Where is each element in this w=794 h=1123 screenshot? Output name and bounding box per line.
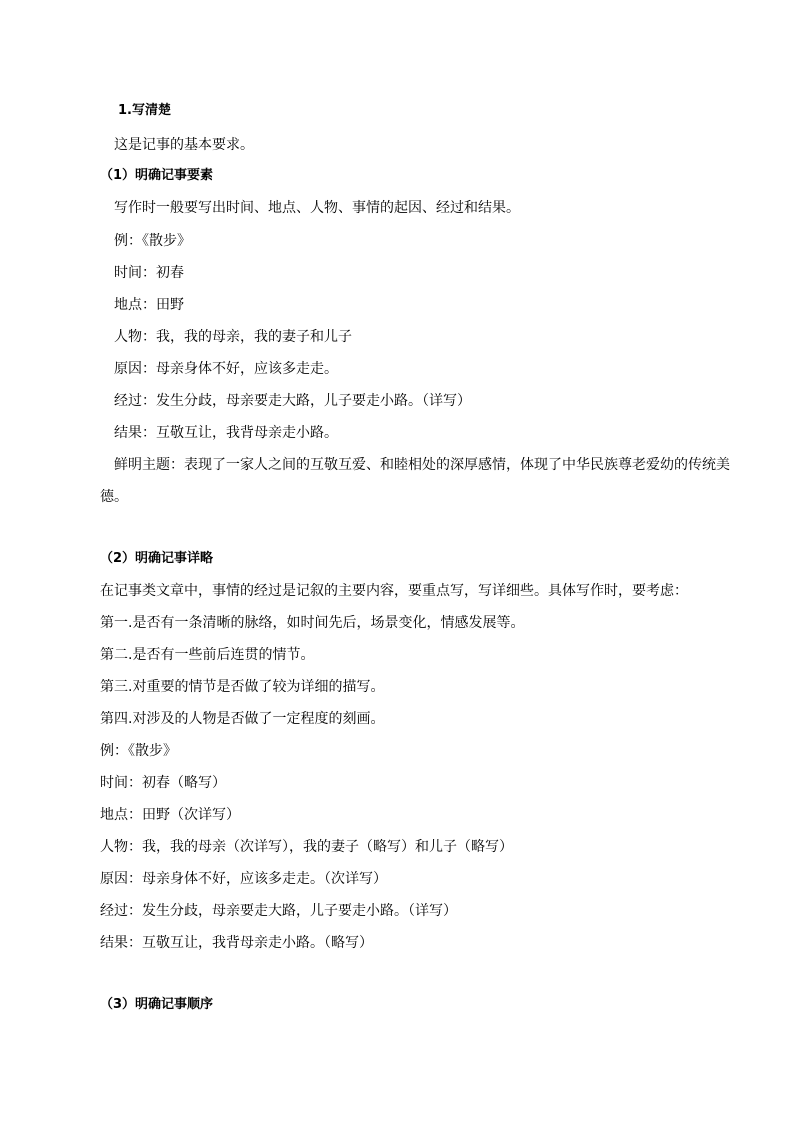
theme-line-continued: 德。 bbox=[100, 489, 128, 505]
section-intro: 这是记事的基本要求。 bbox=[114, 137, 254, 153]
paragraph-line: 结果：互敬互让，我背母亲走小路。（略写） bbox=[100, 935, 373, 951]
paragraph-line: 第三.对重要的情节是否做了较为详细的描写。 bbox=[100, 679, 385, 695]
paragraph-line: 时间：初春（略写） bbox=[100, 775, 226, 791]
paragraph-line: 写作时一般要写出时间、地点、人物、事情的起因、经过和结果。 bbox=[114, 200, 520, 216]
paragraph-line: 人物：我，我的母亲，我的妻子和儿子 bbox=[114, 329, 352, 345]
subsection-heading-1: （1）明确记事要素 bbox=[100, 168, 214, 183]
paragraph-line: 例：《散步》 bbox=[100, 743, 177, 759]
paragraph-line: 第一.是否有一条清晰的脉络，如时间先后，场景变化，情感发展等。 bbox=[100, 615, 525, 631]
subsection-heading-2: （2）明确记事详略 bbox=[100, 551, 214, 566]
theme-line: 鲜明主题：表现了一家人之间的互敬互爱、和睦相处的深厚感情，体现了中华民族尊老爱幼的传统美 bbox=[114, 457, 730, 473]
paragraph-line: 原因：母亲身体不好，应该多走走。（次详写） bbox=[100, 871, 387, 887]
paragraph-line: 第二.是否有一些前后连贯的情节。 bbox=[100, 647, 315, 663]
subsection-heading-3: （3）明确记事顺序 bbox=[100, 997, 214, 1012]
paragraph-line: 结果：互敬互让，我背母亲走小路。 bbox=[114, 425, 338, 441]
paragraph-line: 在记事类文章中，事情的经过是记叙的主要内容，要重点写，写详细些。具体写作时，要考虑： bbox=[100, 583, 688, 599]
paragraph-line: 例：《散步》 bbox=[114, 233, 191, 249]
paragraph-line: 原因：母亲身体不好，应该多走走。 bbox=[114, 361, 338, 377]
paragraph-line: 地点：田野 bbox=[114, 297, 184, 313]
paragraph-line: 经过：发生分歧，母亲要走大路，儿子要走小路。（详写） bbox=[100, 903, 457, 919]
paragraph-line: 时间：初春 bbox=[114, 265, 184, 281]
paragraph-line: 地点：田野（次详写） bbox=[100, 807, 240, 823]
paragraph-line: 经过：发生分歧，母亲要走大路，儿子要走小路。（详写） bbox=[114, 393, 471, 409]
paragraph-line: 第四.对涉及的人物是否做了一定程度的刻画。 bbox=[100, 711, 385, 727]
paragraph-line: 人物：我，我的母亲（次详写），我的妻子（略写）和儿子（略写） bbox=[100, 839, 513, 855]
section-heading-1: 1.写清楚 bbox=[118, 103, 171, 118]
